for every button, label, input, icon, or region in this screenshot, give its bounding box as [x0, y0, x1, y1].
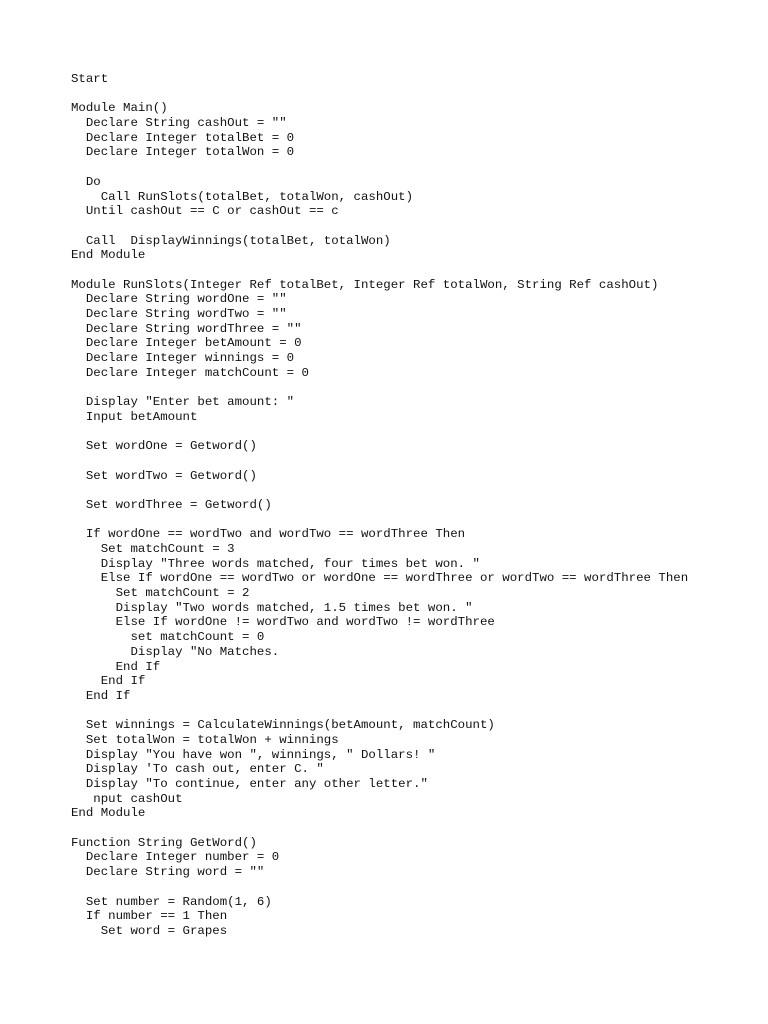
- code-line: Display "No Matches.: [71, 644, 280, 659]
- code-line: Start: [71, 72, 109, 86]
- code-line: [71, 263, 761, 278]
- code-line: Set matchCount = 2: [71, 586, 250, 601]
- code-line: Set number = Random(1, 6): [71, 894, 272, 909]
- code-line: Declare String wordOne = "": [71, 292, 287, 307]
- code-line: [71, 87, 761, 102]
- code-line: [71, 160, 761, 175]
- code-line: Display "Three words matched, four times bet won. ": [71, 556, 480, 571]
- code-line: Display 'To cash out, enter C. ": [71, 762, 324, 777]
- code-line: set matchCount = 0: [71, 630, 265, 645]
- code-line: Declare Integer totalWon = 0: [71, 145, 295, 160]
- code-line: End If: [71, 674, 146, 689]
- code-line: Do: [71, 174, 101, 189]
- code-line: Module RunSlots(Integer Ref totalBet, Integer Ref totalWon, String Ref cashOut): [71, 277, 659, 292]
- document-page: [71, 72, 761, 939]
- code-line: nput cashOut: [71, 791, 183, 806]
- code-line: Set wordThree = Getword(): [71, 497, 272, 512]
- code-line: Set wordOne = Getword(): [71, 439, 257, 454]
- code-line: If number == 1 Then: [71, 909, 228, 924]
- code-line: Input betAmount: [71, 409, 198, 424]
- code-line: Declare String cashOut = "": [71, 116, 287, 131]
- code-line: Call RunSlots(totalBet, totalWon, cashOut): [71, 189, 414, 204]
- code-line: Until cashOut == C or cashOut == c: [71, 204, 339, 219]
- code-line: [71, 219, 761, 234]
- code-line: If wordOne == wordTwo and wordTwo == wordThree Then: [71, 527, 466, 542]
- code-line: Call DisplayWinnings(totalBet, totalWon): [71, 233, 391, 248]
- code-line: [71, 513, 761, 528]
- code-line: [71, 821, 761, 836]
- code-line: End Module: [71, 248, 146, 263]
- code-line: Set matchCount = 3: [71, 542, 235, 556]
- code-line: Declare Integer betAmount = 0: [71, 336, 302, 351]
- code-line: Display "You have won ", winnings, " Dollars! ": [71, 747, 436, 762]
- code-line: Display "Enter bet amount: ": [71, 395, 295, 410]
- code-line: Set totalWon = totalWon + winnings: [71, 732, 339, 747]
- code-line: Declare Integer number = 0: [71, 850, 280, 865]
- code-line: Declare String wordTwo = "": [71, 307, 287, 321]
- code-line: [71, 380, 761, 395]
- code-line: Set winnings = CalculateWinnings(betAmount, matchCount): [71, 718, 495, 733]
- code-line: End If: [71, 659, 161, 674]
- code-line: Declare Integer matchCount = 0: [71, 365, 309, 380]
- code-line: Module Main(): [71, 101, 168, 116]
- code-line: Declare Integer winnings = 0: [71, 351, 295, 366]
- code-line: Declare String wordThree = "": [71, 321, 302, 336]
- code-line: [71, 425, 761, 440]
- code-line: [71, 880, 761, 895]
- code-line: Else If wordOne == wordTwo or wordOne == wordThree or wordTwo == wordThree Then: [71, 571, 689, 586]
- code-line: Function String GetWord(): [71, 835, 257, 850]
- code-line: Display "Two words matched, 1.5 times bet won. ": [71, 600, 473, 615]
- code-line: End If: [71, 688, 131, 703]
- code-line: Declare Integer totalBet = 0: [71, 130, 295, 145]
- code-line: [71, 704, 761, 719]
- code-line: Declare String word = "": [71, 865, 265, 880]
- code-line: [71, 483, 761, 498]
- code-line: Set word = Grapes: [71, 923, 228, 938]
- code-line: Display "To continue, enter any other letter.": [71, 777, 428, 791]
- code-line: End Module: [71, 806, 146, 821]
- code-line: [71, 454, 761, 469]
- code-line: Set wordTwo = Getword(): [71, 468, 257, 483]
- code-line: Else If wordOne != wordTwo and wordTwo != wordThree: [71, 615, 495, 630]
